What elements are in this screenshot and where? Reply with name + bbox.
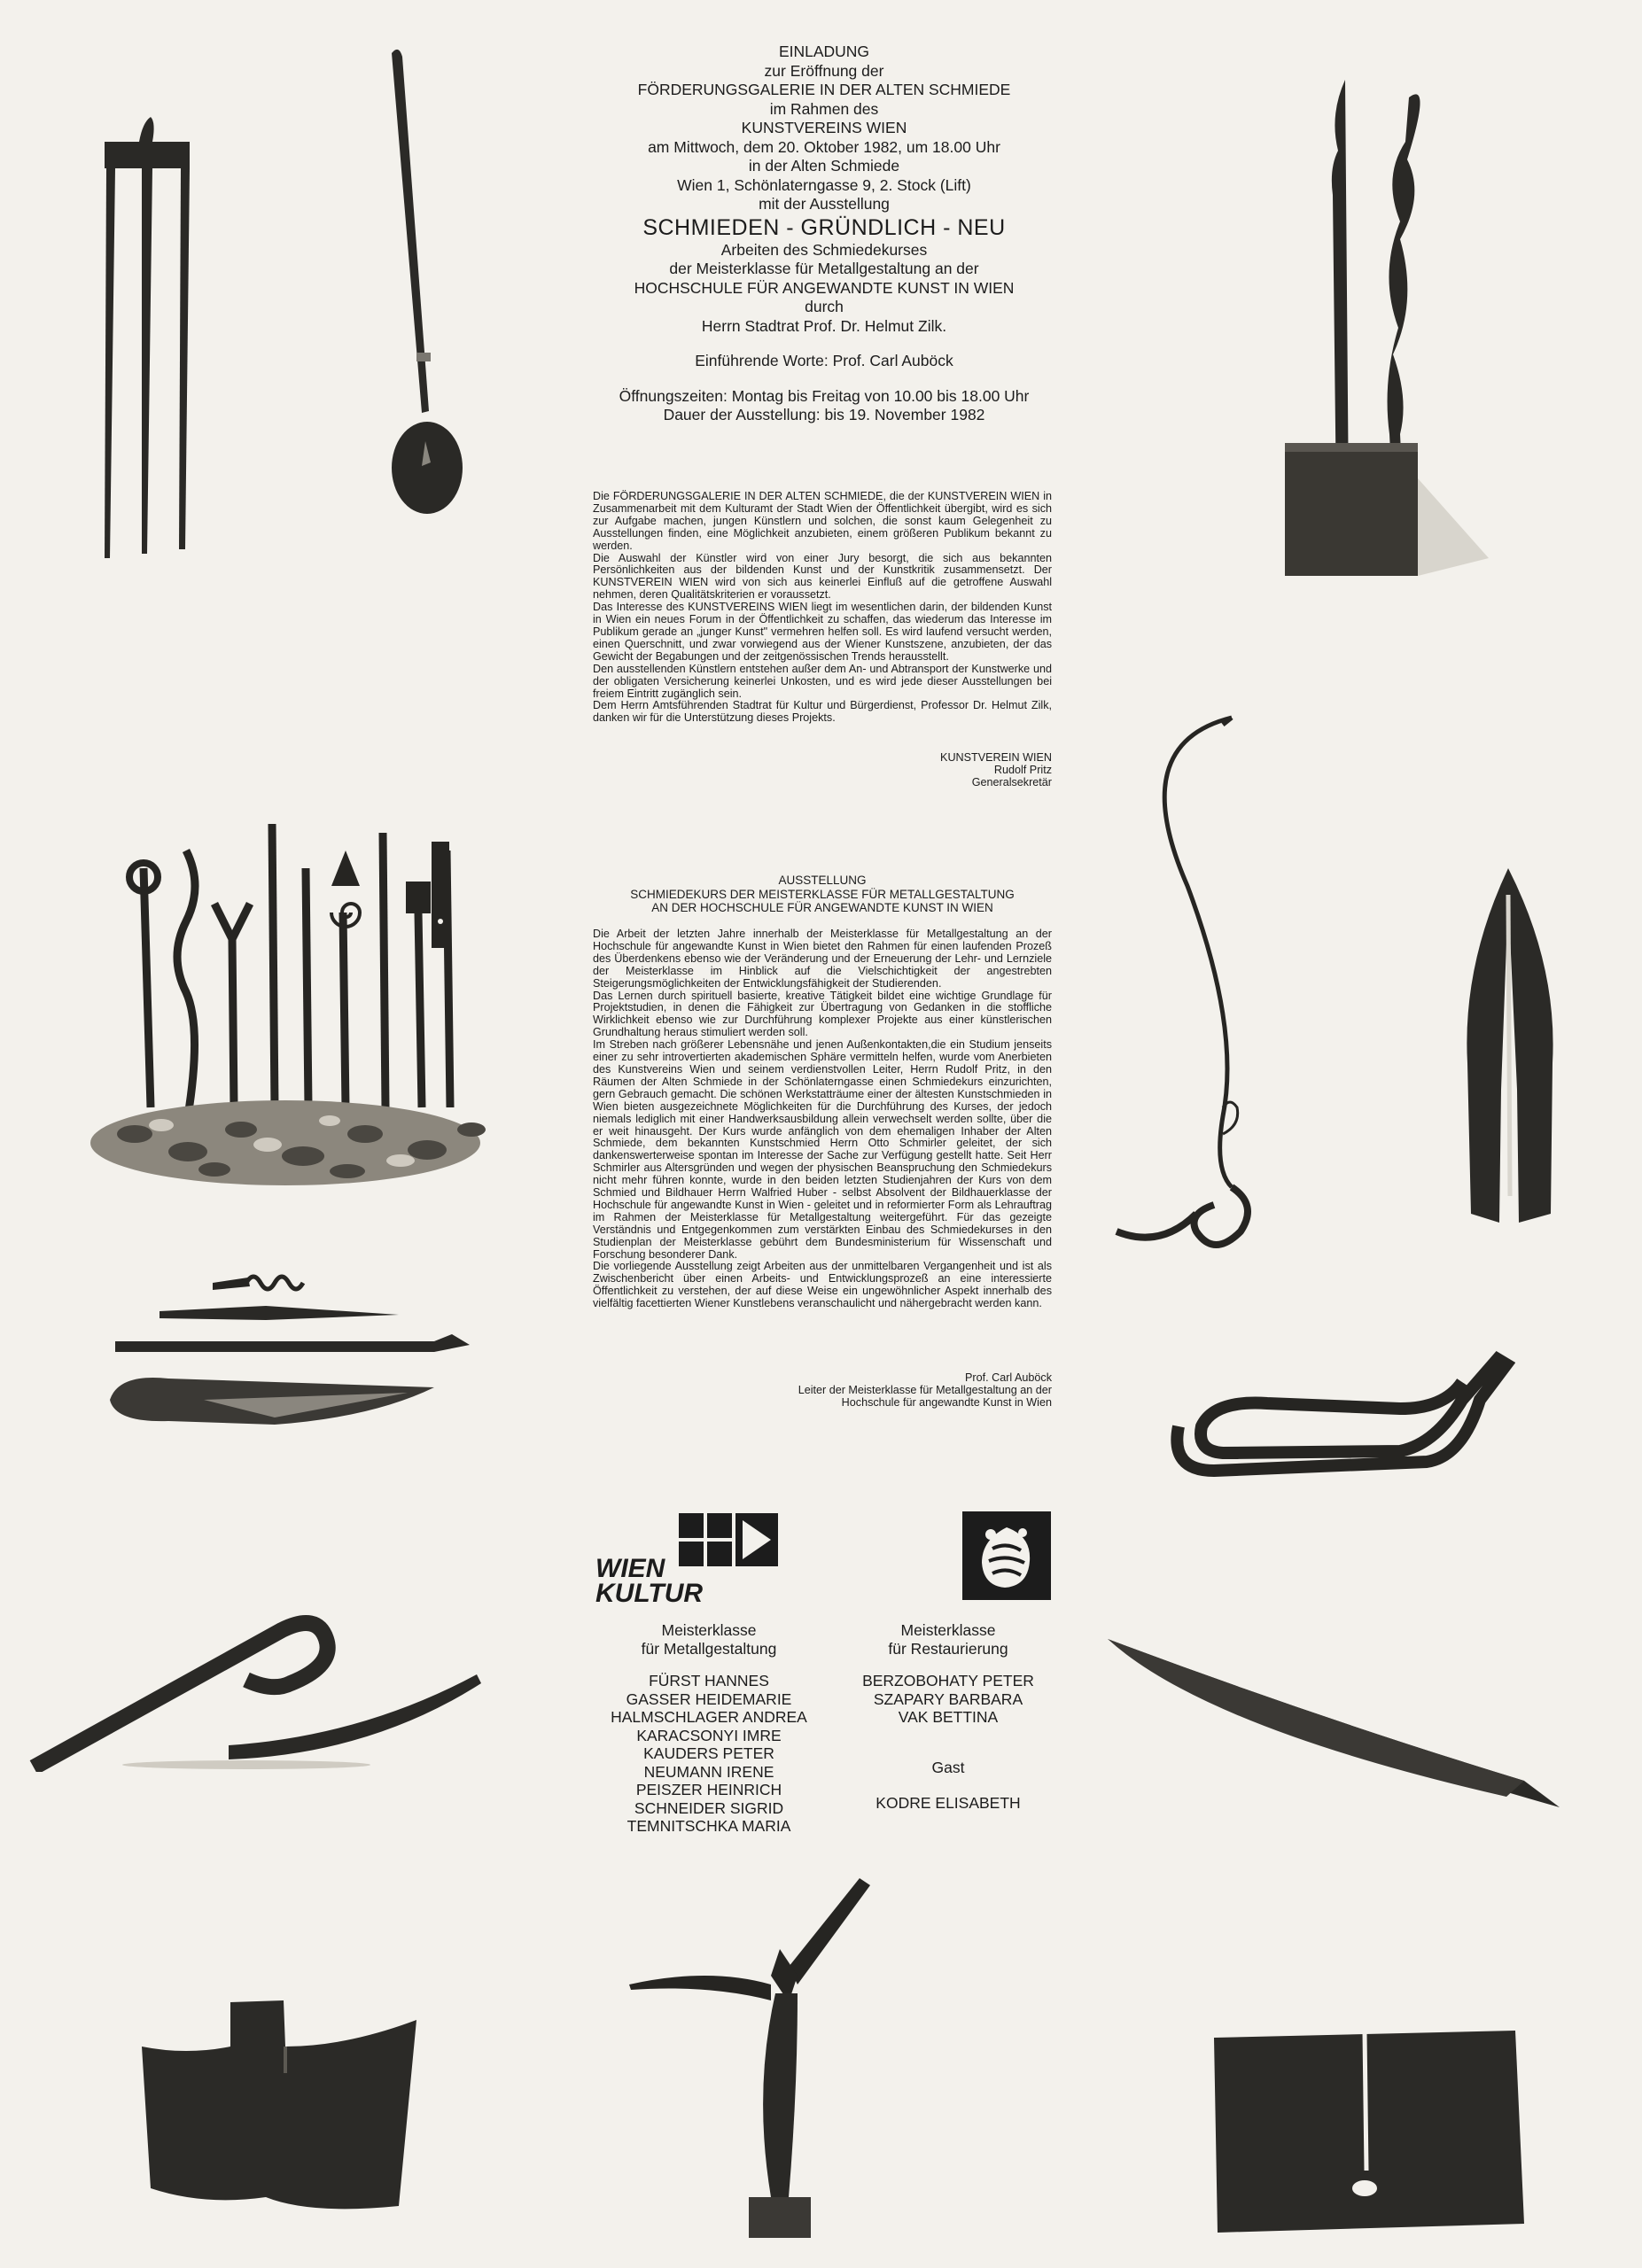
invitation-line: mit der Ausstellung (759, 195, 890, 213)
gallery-intro-text (593, 491, 1052, 725)
participant-name: SCHNEIDER SIGRID (634, 1798, 784, 1817)
participant-name: NEUMANN IRENE (643, 1762, 774, 1781)
exhibition-text (593, 928, 1052, 1310)
column-heading: für Restaurierung (888, 1639, 1008, 1658)
participant-name: KAUDERS PETER (643, 1744, 774, 1762)
exhibition-paragraph: Die Arbeit der letzten Jahre innerhalb der Meisterklasse für Metallgestaltung an der Hochschule für angewandte Kunst in Wien bietet den Rahmen für einen laufenden Prozeß des Überdenkens ebenso wie der Veränderung und der Erneuerung der Lehr- und Lernziele der Meisterklasse im Hinblick auf die Vielschichtigkeit der angestrebten Steigerungsmöglichkeiten der Entwicklungsfähigkeit der Studierenden. (593, 928, 1052, 990)
forged-fork-sculpture (89, 106, 204, 567)
vertical-forms-on-block-sculpture (1276, 62, 1506, 585)
intro-paragraph: Das Interesse des KUNSTVEREINS WIEN liegt im wesentlichen darin, der bildenden Kunst in Wien ein neues Forum in der Öffentlichkeit zu schaffen, das wiederum das Interesse im Publikum gerade an „junger Kunst" vermehren helfen soll. Es wird laufend versucht werden, einen Querschnitt, und zwar vorwiegend aus der Wiener Kunstszene, anzubieten, der das Gewicht der Begabungen und der zeitgenössischen Trends herausstellt. (593, 601, 1052, 663)
split-leaf-sculpture (1453, 859, 1568, 1240)
metal-design-participants (576, 1621, 842, 1836)
participant-name: HALMSCHLAGER ANDREA (611, 1708, 807, 1726)
signature-org: KUNSTVEREIN WIEN (940, 751, 1052, 764)
signature-name: Prof. Carl Auböck (965, 1371, 1052, 1384)
wien-kultur-logo-wien: WIEN (595, 1554, 665, 1583)
anchor-block-sculpture (133, 1993, 425, 2215)
association-name: KUNSTVEREINS WIEN (741, 119, 907, 136)
introductory-words: Einführende Worte: Prof. Carl Auböck (695, 352, 953, 369)
participant-name: FÜRST HANNES (649, 1672, 769, 1689)
wien-kultur-logo-kultur: KULTUR (595, 1579, 704, 1607)
exhibition-paragraph: Im Streben nach größerer Lebensnähe und jenen Außenkontakten,die ein Studium jenseits einer zu sehr introvertierten akademischen Sphäre vermitteln helfen, wurde vom Anerbieten des Kunstvereins Wien und seinem verdienstvollen Leiter, Herrn Rudolf Pritz, in den Räumen der Alten Schmiede in der Schönlaterngasse einen Schmiedekurs einzurichten, gern Gebrauch gemacht. Die schönen Werkstatträume einer der ältesten Kunstschmieden in Wien bieten ausgezeichnete Möglichkeiten für die Durchführung des Kurses, der jedoch niemals lediglich mit einer Handwerksausbildung allein verwechselt werden sollte, über die er weit hinausgeht. Der Kurs wurde anfänglich von dem ehemaligen Inhaber der Alten Schmiede, dem bekannten Kunstschmied Herrn Otto Schmirler geleitet, der sich dankenswerterweise spontan im Interesse der Sache zur Verfügung gestellt hatte. Seit Herr Schmirler aus Altersgründen und wegen der physischen Beanspruchung den Schmiedekurs nicht mehr führen konnte, wurde in den beiden letzten Studienjahren der Kurs von dem Schmied und Bildhauer Herrn Walfried Huber - selbst Absolvent der Bildhauerklasse der Hochschule für angewandte Kunst in Wien - geleitet und in reformierter Form als Lehrauftrag im Rahmen der Meisterklasse für Metallgestaltung weitergeführt. Für das gezeigte Verständnis und Entgegenkommen zum verstärkten Einbau des Schmiedekurses in den Studienplan der Meisterklasse gebührt dem Bundesministerium für Wissenschaft und Forschung besonderer Dank. (593, 1038, 1052, 1261)
signature-name: Rudolf Pritz (993, 764, 1052, 776)
propeller-sculpture-on-stand (620, 1860, 957, 2250)
exhibition-heading-line: AUSSTELLUNG (778, 874, 867, 887)
exhibition-signature (673, 1371, 1052, 1409)
invitation-line: zur Eröffnung der (764, 61, 884, 80)
gallery-name: FÖRDERUNGSGALERIE IN DER ALTEN SCHMIEDE (637, 81, 1011, 98)
restoration-class-logo (961, 1510, 1053, 1602)
spiral-tendril-sculpture (1099, 709, 1311, 1258)
participant-name: KARACSONYI IMRE (636, 1726, 782, 1744)
signature-role: Generalsekretär (971, 776, 1052, 788)
folded-clip-sculpture (1161, 1347, 1515, 1488)
guest-label: Gast (931, 1758, 965, 1776)
opener-name: Herrn Stadtrat Prof. Dr. Helmut Zilk. (701, 316, 947, 335)
hook-sculpture (25, 1612, 486, 1772)
restoration-participants (815, 1621, 1081, 1813)
rods-in-pebbles-sculpture (82, 815, 498, 1187)
corkscrew-and-knives (97, 1267, 496, 1480)
intro-signature (798, 751, 1052, 788)
column-heading: Meisterklasse (900, 1621, 996, 1639)
invitation-line: in der Alten Schmiede (748, 157, 900, 175)
exhibition-paragraph: Die vorliegende Ausstellung zeigt Arbeiten aus der unmittelbaren Vergangenheit und ist als Zwischenbericht über einen Arbeits- und Entwicklungsprozeß an eine interessierte Öffentlichkeit zu verstehen, der auf diese Weise ein ungewöhnlicher Aspekt innerhalb des vielfältig facettierten Wiener Kunstlebens veranschaulicht und nähergebracht werden kann. (593, 1260, 1052, 1310)
invitation-line: Arbeiten des Schmiedekurses (720, 240, 928, 259)
forged-ladle-sculpture (372, 43, 487, 521)
exhibition-heading-line: SCHMIEDEKURS DER MEISTERKLASSE FÜR METALLGESTALTUNG (630, 887, 1015, 901)
guest-name: KODRE ELISABETH (875, 1794, 1021, 1812)
intro-paragraph: Dem Herrn Amtsführenden Stadtrat für Kultur und Bürgerdienst, Professor Dr. Helmut Zilk, danken wir für die Unterstützung dieses Projekts. (593, 699, 1052, 725)
event-date: am Mittwoch, dem 20. Oktober 1982, um 18.00 Uhr (648, 137, 1000, 156)
wien-kultur-logo (594, 1511, 780, 1607)
participant-name: GASSER HEIDEMARIE (626, 1689, 792, 1708)
exhibition-duration: Dauer der Ausstellung: bis 19. November 1982 (663, 406, 985, 423)
intro-paragraph: Die Auswahl der Künstler wird von einer Jury besorgt, die sich aus bekannten Persönlichkeiten aus der bildenden Kunst und der Kunstkritik zusammensetzt. Der KUNSTVEREIN WIEN wird von sich aus keinerlei Einfluß auf die getroffene Auswahl nehmen, deren Qualitätskriterien er voraussetzt. (593, 551, 1052, 602)
column-heading: für Metallgestaltung (641, 1639, 777, 1658)
opening-hours: Öffnungszeiten: Montag bis Freitag von 10.00 bis 18.00 Uhr (619, 386, 1030, 405)
participant-name: VAK BETTINA (898, 1708, 999, 1726)
participant-name: TEMNITSCHKA MARIA (626, 1817, 791, 1835)
intro-paragraph: Die FÖRDERUNGSGALERIE IN DER ALTEN SCHMIEDE, die der KUNSTVEREIN WIEN in Zusammenarbeit mit dem Kulturamt der Stadt Wien der Öffentlichkeit übergibt, wird es sich zur Aufgabe machen, jungen Künstlern und solchen, die sonst kaum Gelegenheit zu Ausstellungen finden, eine Möglichkeit anzubieten, einem größeren Publikum bekannt zu werden. (593, 490, 1052, 552)
exhibition-paragraph: Das Lernen durch spirituell basierte, kreative Tätigkeit bildet eine wichtige Grundlage für Projektstudien, in denen die Fähigkeit zur Übertragung von Gedanken in die stoffliche Wirklichkeit ebenso wie zur Durchführung komplexer Projekte aus einer künstlerischen Grundhaltung heraus stimuliert werden soll. (593, 989, 1052, 1039)
curved-blade-sculpture (1099, 1630, 1577, 1825)
invitation-line: durch (805, 298, 844, 315)
exhibition-heading (593, 874, 1052, 915)
signature-role: Hochschule für angewandte Kunst in Wien (841, 1396, 1052, 1409)
invitation-line: im Rahmen des (769, 99, 879, 118)
column-heading: Meisterklasse (661, 1621, 757, 1639)
participant-name: PEISZER HEINRICH (635, 1781, 782, 1798)
school-name: HOCHSCHULE FÜR ANGEWANDTE KUNST IN WIEN (634, 278, 1015, 297)
invitation-heading: EINLADUNG (778, 43, 870, 60)
participant-name: SZAPARY BARBARA (873, 1689, 1023, 1708)
participant-name: BERZOBOHATY PETER (862, 1672, 1034, 1689)
invitation-block (567, 43, 1081, 425)
intro-paragraph: Den ausstellenden Künstlern entstehen außer dem An- und Abtransport der Kunstwerke und der obligaten Versicherung keinerlei Unkosten, und es wird jede dieser Ausstellungen bei freiem Eintritt zugänglich sein. (593, 662, 1052, 700)
exhibition-title: SCHMIEDEN - GRÜNDLICH - NEU (642, 214, 1006, 240)
signature-role: Leiter der Meisterklasse für Metallgestaltung an der (798, 1384, 1052, 1396)
exhibition-heading-line: AN DER HOCHSCHULE FÜR ANGEWANDTE KUNST IN WIEN (651, 901, 993, 914)
invitation-line: der Meisterklasse für Metallgestaltung an der (669, 260, 979, 277)
event-address: Wien 1, Schönlaterngasse 9, 2. Stock (Lift) (677, 175, 971, 194)
slotted-slab-sculpture (1196, 2020, 1533, 2241)
